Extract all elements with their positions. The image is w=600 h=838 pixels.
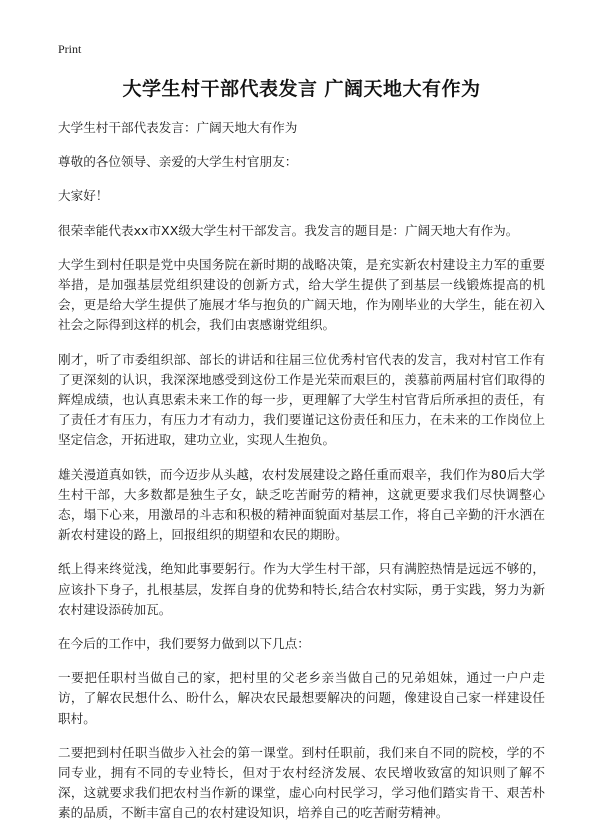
- print-link[interactable]: Print: [58, 42, 82, 56]
- paragraph-body-4: 纸上得来终觉浅，绝知此事要躬行。作为大学生村干部，只有满腔热情是远远不够的，应该扑下身子，扎根基层，发挥自身的优势和特长,结合农村实际，勇于实践，努力为新农村建设添砖加瓦。: [58, 561, 545, 617]
- paragraph-point-1: 一要把任职村当做自己的家，把村里的父老乡亲当做自己的兄弟姐妹，通过一户户走访，了解农民想什么、盼什么，解决农民最想要解决的问题，像建设自己家一样建设任职村。: [58, 670, 545, 726]
- paragraph-point-2: 二要把到村任职当做步入社会的第一课堂。到村任职前，我们来自不同的院校，学的不同专业，拥有不同的专业特长，但对于农村经济发展、农民增收致富的知识则了解不深，这就要求我们把农村当作新的课堂，虚心向村民学习，学习他们踏实肯干、艰苦朴素的品质，不断丰富自己的农村建设知识，培养自己的吃苦耐劳精神。: [58, 744, 545, 821]
- paragraph-subtitle: 大学生村干部代表发言：广阔天地大有作为: [58, 120, 298, 135]
- paragraph-points-intro: 在今后的工作中，我们要努力做到以下几点：: [58, 636, 310, 652]
- paragraph-greeting: 大家好！: [58, 188, 109, 204]
- paragraph-body-3: 雄关漫道真如铁，而今迈步从头越，农村发展建设之路任重而艰辛，我们作为80后大学生村干部，大多数都是独生子女，缺乏吃苦耐劳的精神，这就更要求我们尽快调整心态，塌下心来，用激昂的斗志和积极的精神面貌面对基层工作，将自己辛勤的汗水洒在新农村建设的路上，回报组织的期望和农民的期盼。: [58, 466, 545, 543]
- paragraph-salutation: 尊敬的各位领导、亲爱的大学生村官朋友：: [58, 154, 298, 170]
- paragraph-body-2: 刚才，听了市委组织部、部长的讲话和往届三位优秀村官代表的发言，我对村官工作有了更深刻的认识，我深深地感受到这份工作是光荣而艰巨的，羡慕前两届村官们取得的辉煌成绩，也认真思索未来工作的每一步，更理解了大学生村官背后所承担的责任，有了责任才有压力，有压力才有动力，我们要谨记这份责任和压力，在未来的工作岗位上坚定信念，开拓进取，建功立业，实现人生抱负。: [58, 351, 545, 448]
- page-title: 大学生村干部代表发言 广阔天地大有作为: [122, 78, 481, 100]
- paragraph-body-1: 大学生到村任职是党中央国务院在新时期的战略决策，是充实新农村建设主力军的重要举措，是加强基层党组织建设的创新方式，给大学生提供了到基层一线锻炼提高的机会，更是给大学生提供了施展才华与抱负的广阔天地，作为刚毕业的大学生，能在初入社会之际得到这样的机会，我们由衷感谢党组织。: [58, 256, 545, 333]
- document-body: [58, 118, 545, 838]
- paragraph-intro: 很荣幸能代表xx市XX级大学生村干部发言。我发言的题目是：广阔天地大有作为。: [58, 222, 519, 238]
